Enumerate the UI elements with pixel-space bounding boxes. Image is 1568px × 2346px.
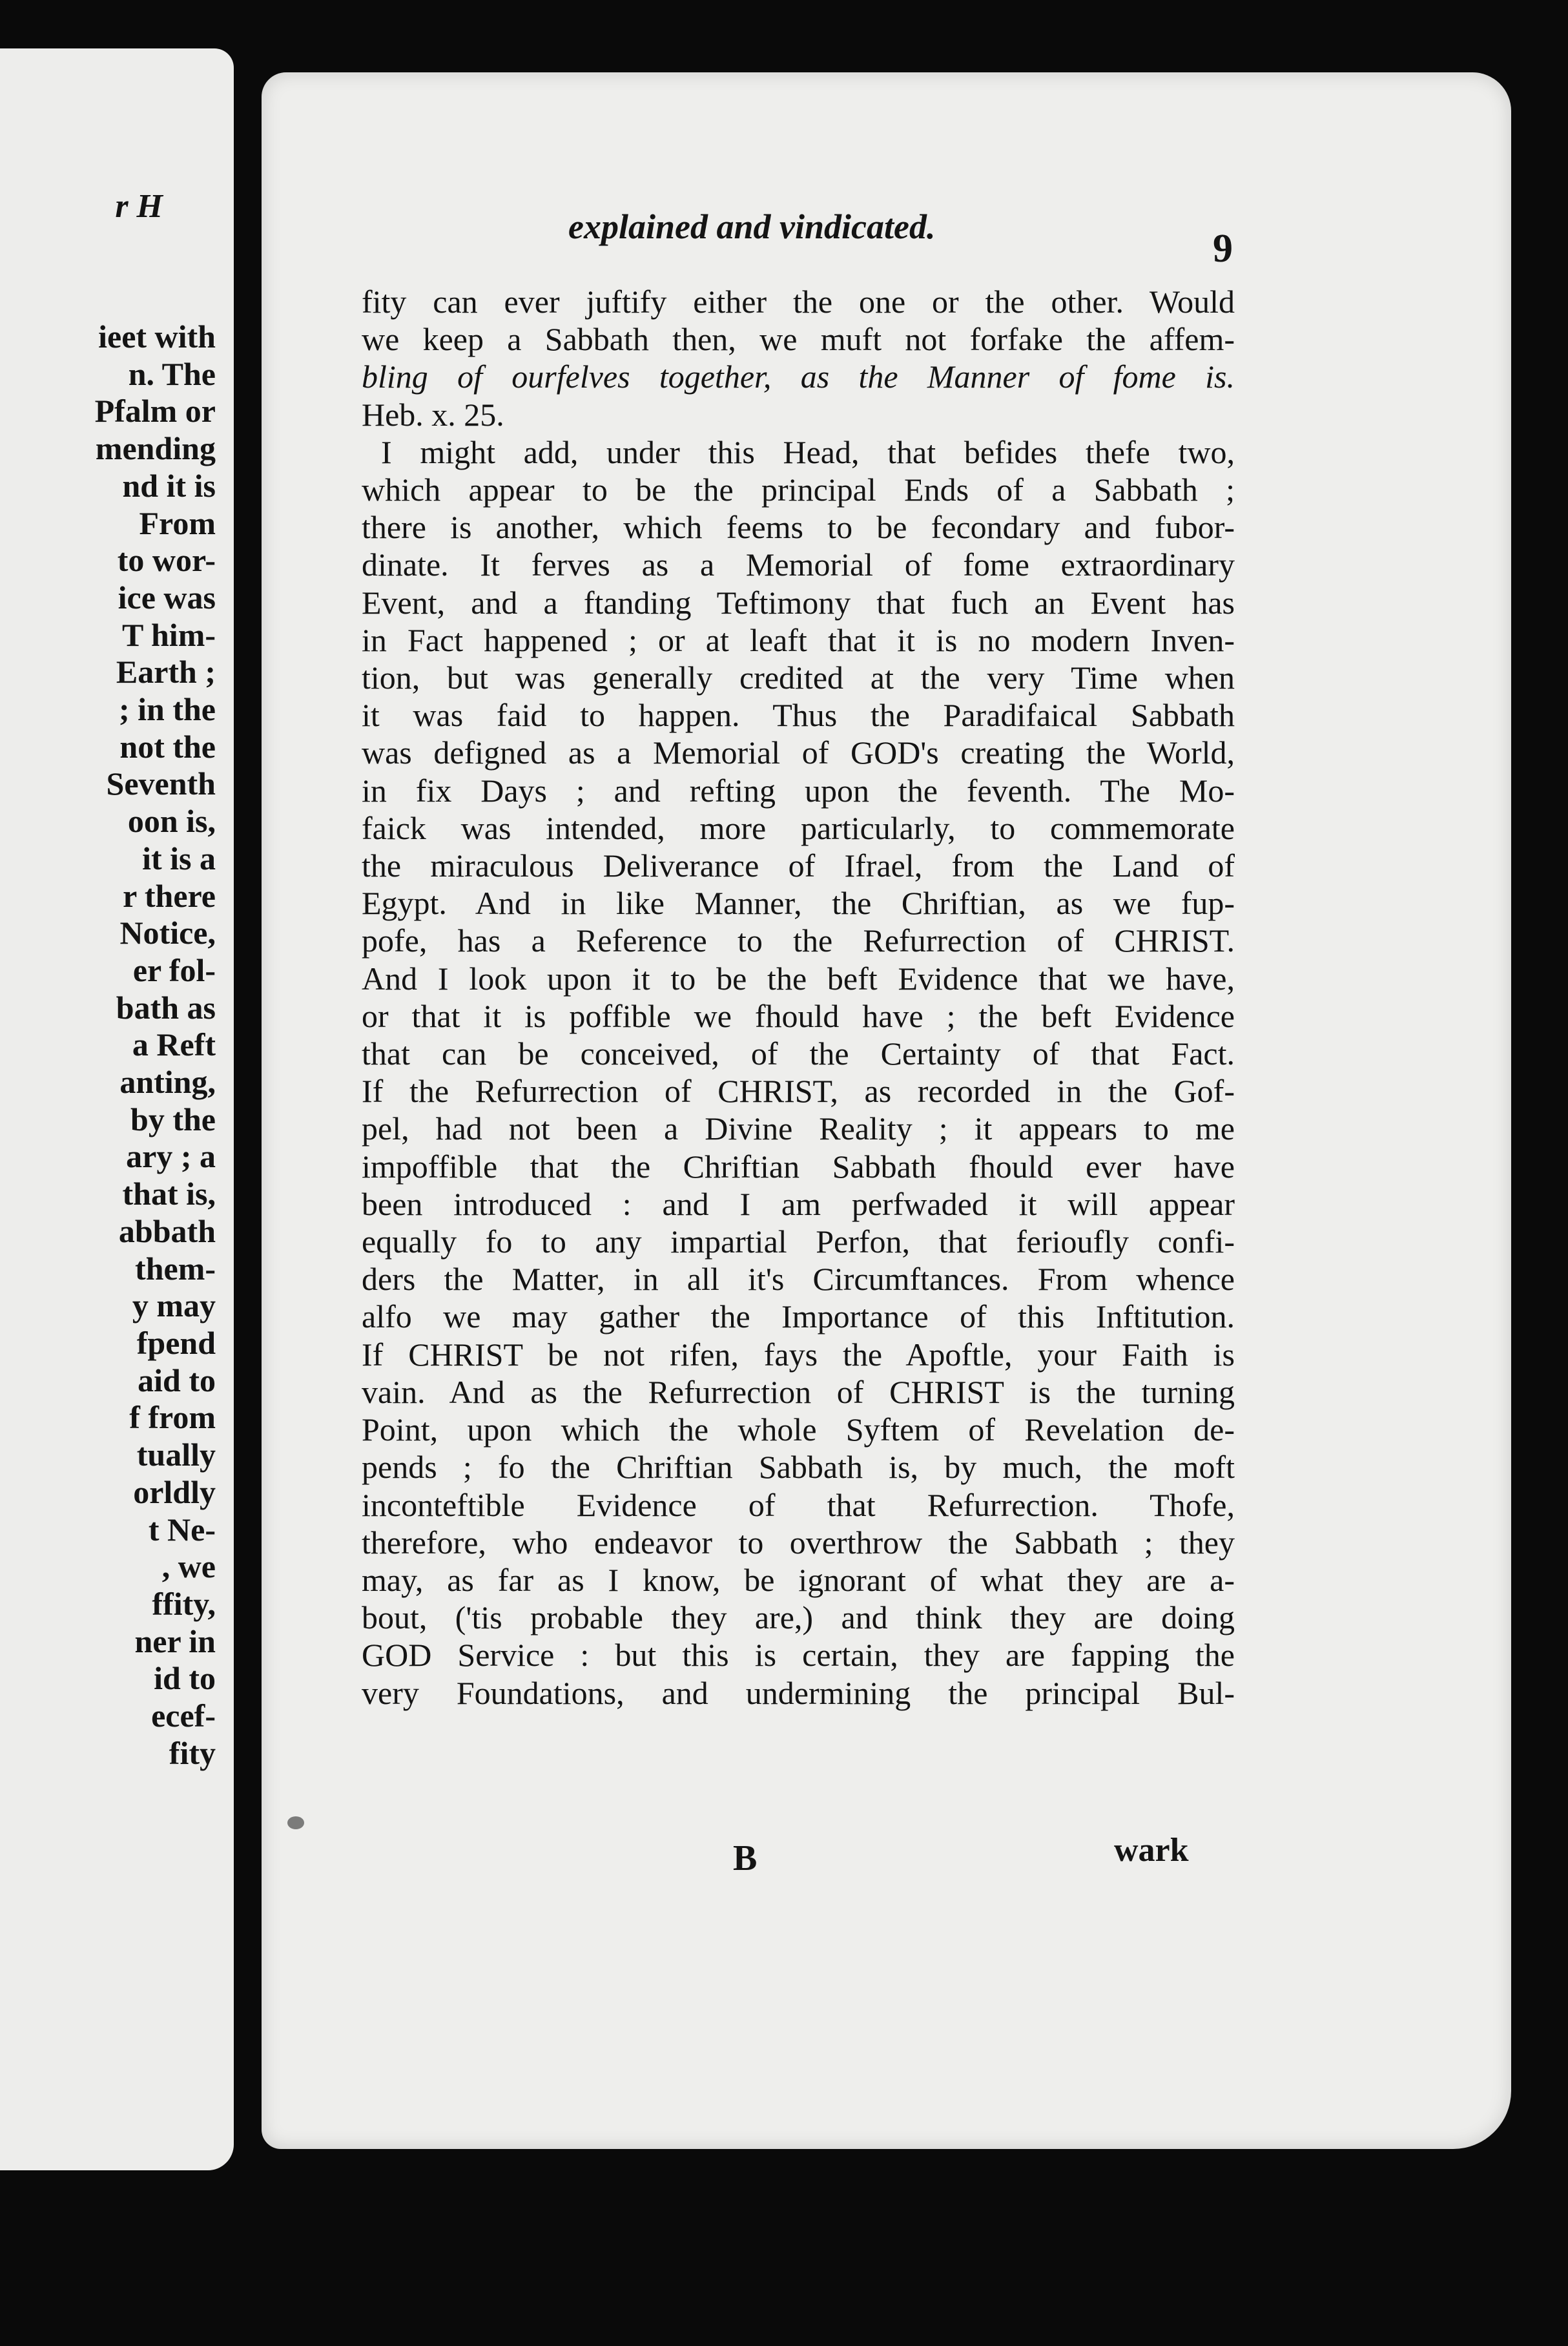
text-line: And I look upon it to be the beft Evidence that we have, [362,960,1235,997]
text-line: alfo we may gather the Importance of this Inftitution. [362,1298,1235,1335]
left-page-text [95,318,216,1772]
text-line: equally fo to any impartial Perfon, that ferioufly confi- [362,1223,1235,1260]
text-line: If the Refurrection of CHRIST, as recorded in the Gof- [362,1073,1235,1110]
text-line: pofe, has a Reference to the Refurrection of CHRIST. [362,922,1235,959]
left-page-line: oon is, [127,803,216,840]
left-page-line: that is, [122,1176,216,1212]
text-line: If CHRIST be not rifen, fays the Apoftle, your Faith is [362,1336,1235,1373]
text-line: Heb. x. 25. [362,396,504,433]
text-line: Egypt. And in like Manner, the Chriftian, as we fup- [362,885,1235,922]
left-page-line: t Ne- [148,1511,216,1548]
signature-mark: B [733,1838,758,1878]
body-text [362,283,1235,1712]
left-page-line: a Reft [132,1026,216,1063]
left-page-line: y may [132,1287,216,1324]
text-line: inconteftible Evidence of that Refurrection. Thofe, [362,1486,1235,1523]
text-line: fity can ever juftify either the one or the other. Would [362,284,1235,320]
left-page-line: ieet with [98,318,216,355]
text-line: been introduced : and I am perfwaded it will appear [362,1185,1235,1222]
text-line: I might add, under this Head, that befides thefe two, [381,433,1235,470]
text-line: there is another, which feems to be fecondary and fubor- [362,509,1235,546]
left-page-line: mending [95,430,216,467]
left-page [0,48,234,2170]
left-page-line: From [139,504,216,541]
text-line: bling of ourfelves together, as the Manner of fome is. [362,358,1235,395]
left-page-line: them- [135,1250,216,1287]
left-page-line: ecef- [151,1697,216,1734]
left-page-line: aid to [138,1362,216,1398]
left-page-line: orldly [133,1473,216,1510]
left-page-line: ary ; a [126,1138,216,1175]
text-line: Point, upon which the whole Syftem of Revelation de- [362,1411,1235,1448]
text-line: dinate. It ferves as a Memorial of fome extraordinary [362,546,1235,583]
text-line: ders the Matter, in all it's Circumftances. From whence [362,1261,1235,1298]
text-line: was defigned as a Memorial of GOD's creating the World, [362,734,1235,771]
text-line: faick was intended, more particularly, to commemorate [362,809,1235,846]
left-page-header: r H [115,188,163,225]
text-line: impoffible that the Chriftian Sabbath fhould ever have [362,1148,1235,1185]
left-page-line: fpend [136,1324,216,1361]
left-page-line: ffity, [152,1585,216,1622]
left-page-line: , we [161,1548,216,1585]
left-page-line: ; in the [119,691,216,728]
running-head: explained and vindicated. [568,207,936,246]
text-line: vain. And as the Refurrection of CHRIST is the turning [362,1373,1235,1410]
page-number: 9 [1213,227,1233,271]
text-line: very Foundations, and undermining the principal Bul- [362,1674,1235,1711]
left-page-line: by the [130,1101,216,1137]
left-page-line: Earth ; [116,654,216,690]
text-line: therefore, who endeavor to overthrow the Sabbath ; they [362,1524,1235,1561]
left-page-line: ner in [134,1623,216,1659]
left-page-line: Notice, [119,915,216,951]
text-line: tion, but was generally credited at the very Time when [362,659,1235,696]
left-page-line: not the [119,728,216,765]
text-line: the miraculous Deliverance of Ifrael, from the Land of [362,847,1235,884]
text-line: it was faid to happen. Thus the Paradifaical Sabbath [362,697,1235,734]
left-page-line: it is a [142,840,216,877]
left-page-line: fity [169,1734,216,1771]
left-page-line: T him- [122,616,216,653]
left-page-line: n. The [128,355,216,392]
text-line: we keep a Sabbath then, we muft not forfake the affem- [362,321,1235,358]
left-page-line: bath as [116,989,216,1026]
left-page-line: anting, [119,1064,216,1101]
text-line: bout, ('tis probable they are,) and think they are doing [362,1599,1235,1636]
text-line: pends ; fo the Chriftian Sabbath is, by much, the moft [362,1449,1235,1486]
left-page-line: Pfalm or [94,393,216,430]
text-line: or that it is poffible we fhould have ; the beft Evidence [362,997,1235,1034]
left-page-line: tually [136,1437,216,1473]
left-page-line: r there [123,877,216,914]
text-line: Event, and a ftanding Teftimony that fuch an Event has [362,584,1235,621]
text-line: in Fact happened ; or at leaft that it is no modern Inven- [362,621,1235,658]
text-line: pel, had not been a Divine Reality ; it appears to me [362,1110,1235,1147]
text-line: may, as far as I know, be ignorant of what they are a- [362,1561,1235,1598]
left-page-line: to wor- [117,542,216,579]
left-page-line: ice was [118,579,216,616]
catchword: wark [1114,1832,1189,1869]
paper-blemish [287,1816,304,1829]
text-line: in fix Days ; and refting upon the feventh. The Mo- [362,772,1235,809]
left-page-line: Seventh [106,765,216,802]
left-page-line: nd it is [122,467,216,504]
left-page-line: er fol- [132,951,216,988]
left-page-line: abbath [118,1212,216,1249]
left-page-line: id to [154,1660,216,1697]
text-line: GOD Service : but this is certain, they are fapping the [362,1637,1235,1674]
left-page-line: f from [129,1399,216,1436]
text-line: which appear to be the principal Ends of a Sabbath ; [362,472,1235,508]
text-line: that can be conceived, of the Certainty of that Fact. [362,1035,1235,1072]
